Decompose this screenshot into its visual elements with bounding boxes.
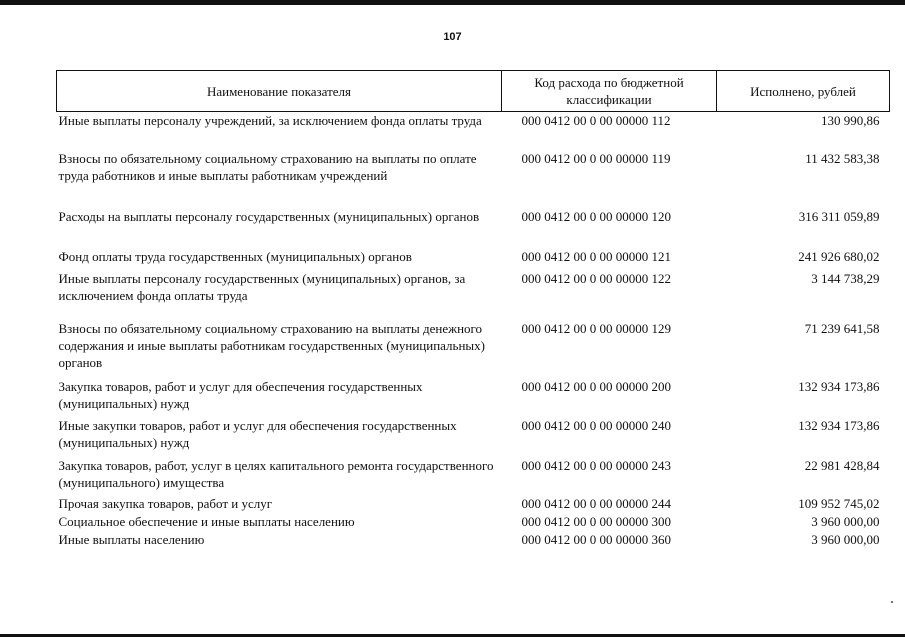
table-row	[57, 112, 890, 150]
row-name: Иные выплаты персоналу государственных (муниципальных) органов, за исключением фонда оплаты труда	[58, 270, 466, 303]
row-code: 000 0412 00 0 00 00000 244	[521, 495, 671, 511]
row-code: 000 0412 00 0 00 00000 240	[521, 417, 671, 433]
row-amount: 3 960 000,00	[811, 531, 880, 547]
row-name: Фонд оплаты труда государственных (муниципальных) органов	[58, 248, 412, 264]
row-name: Иные выплаты населению	[58, 531, 205, 547]
row-amount: 22 981 428,84	[804, 457, 880, 473]
row-code: 000 0412 00 0 00 00000 129	[521, 320, 671, 336]
row-code: 000 0412 00 0 00 00000 243	[521, 457, 671, 473]
row-code: 000 0412 00 0 00 00000 119	[521, 150, 671, 166]
row-name: Закупка товаров, работ, услуг в целях капитального ремонта государственного (муниципального) имущества	[58, 457, 494, 490]
table-row	[57, 457, 890, 495]
row-code: 000 0412 00 0 00 00000 200	[521, 378, 671, 394]
row-amount: 3 960 000,00	[811, 513, 880, 529]
row-amount: 316 311 059,89	[798, 208, 880, 224]
table-header-row	[57, 71, 890, 112]
scan-speck	[891, 601, 893, 603]
row-name: Расходы на выплаты персоналу государственных (муниципальных) органов	[58, 208, 480, 224]
bottom-border	[0, 634, 905, 637]
table-row	[57, 150, 890, 208]
row-amount: 241 926 680,02	[798, 248, 880, 264]
table-row	[57, 531, 890, 549]
row-code: 000 0412 00 0 00 00000 300	[521, 513, 671, 529]
row-name: Иные выплаты персоналу учреждений, за исключением фонда оплаты труда	[58, 113, 482, 128]
table-row	[57, 495, 890, 513]
table-row	[57, 378, 890, 417]
row-code: 000 0412 00 0 00 00000 360	[521, 531, 671, 547]
top-border	[0, 0, 905, 5]
row-amount: 132 934 173,86	[798, 378, 880, 394]
page-number: 107	[443, 31, 462, 43]
table-row	[57, 248, 890, 270]
header-name: Наименование показателя	[57, 71, 502, 112]
row-name: Социальное обеспечение и иные выплаты населению	[58, 513, 355, 529]
row-amount: 3 144 738,29	[811, 270, 880, 286]
expenditure-table	[56, 70, 890, 549]
row-amount: 11 432 583,38	[805, 150, 880, 166]
table-row	[57, 270, 890, 320]
row-code: 000 0412 00 0 00 00000 122	[521, 270, 671, 286]
header-amount: Исполнено, рублей	[717, 71, 890, 112]
row-amount: 109 952 745,02	[798, 495, 880, 511]
row-name: Закупка товаров, работ и услуг для обеспечения государственных (муниципальных) нужд	[58, 378, 423, 411]
table-row	[57, 208, 890, 248]
table-row	[57, 320, 890, 378]
table-row	[57, 513, 890, 531]
row-name: Иные закупки товаров, работ и услуг для обеспечения государственных (муниципальных) нужд	[58, 417, 457, 450]
row-name: Взносы по обязательному социальному страхованию на выплаты по оплате труда работников и иные выплаты работникам учреждений	[58, 150, 477, 183]
row-name: Прочая закупка товаров, работ и услуг	[58, 495, 273, 511]
row-code: 000 0412 00 0 00 00000 120	[521, 208, 671, 224]
table-row	[57, 417, 890, 457]
row-amount: 130 990,86	[821, 113, 880, 128]
header-code: Код расхода по бюджетной классификации	[502, 71, 717, 112]
row-code: 000 0412 00 0 00 00000 121	[521, 248, 671, 264]
row-amount: 71 239 641,58	[804, 320, 880, 336]
row-name: Взносы по обязательному социальному страхованию на выплаты денежного содержания и иные выплаты работникам государственных (муниципальных) органов	[58, 320, 485, 370]
row-code: 000 0412 00 0 00 00000 112	[521, 113, 671, 128]
row-amount: 132 934 173,86	[798, 417, 880, 433]
